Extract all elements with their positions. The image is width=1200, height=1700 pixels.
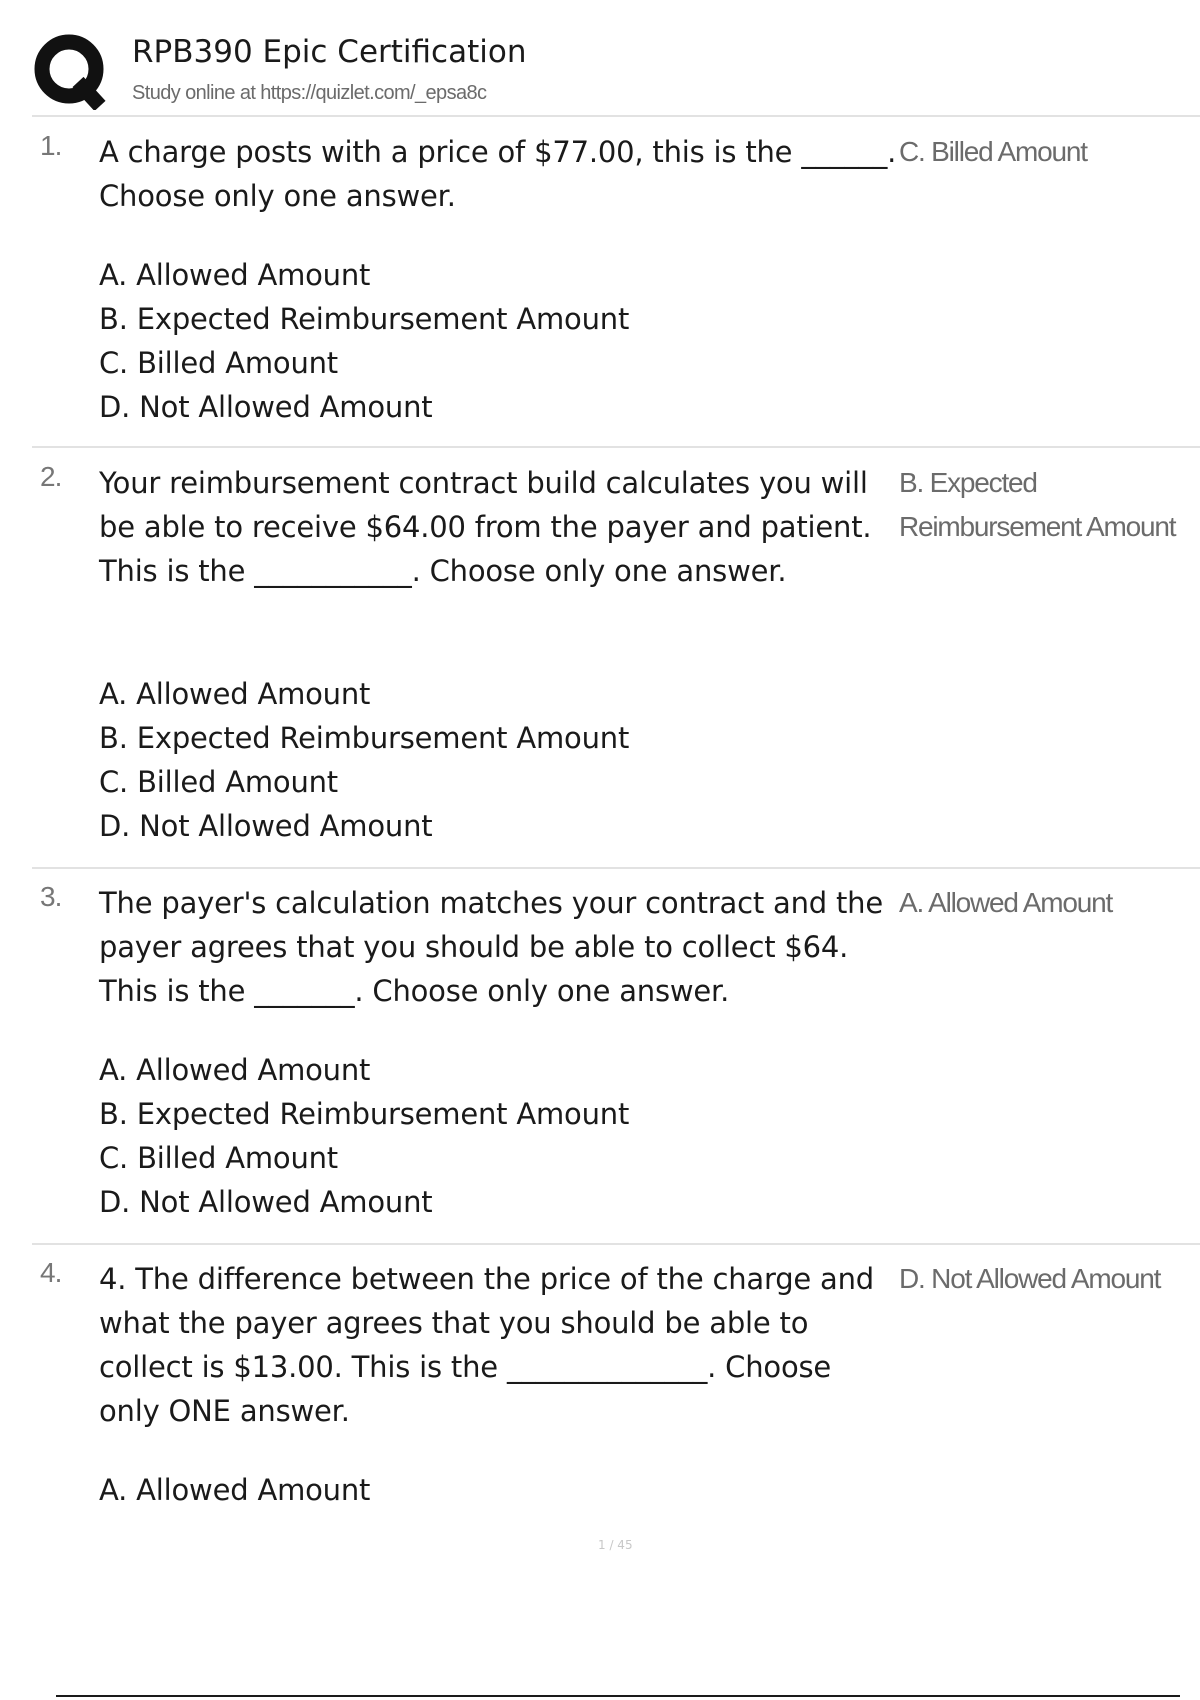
options-list [99, 253, 629, 429]
options-list [99, 1048, 629, 1224]
answer-text: B. Expected Reimbursement Amount [899, 467, 1176, 542]
question-text: Your reimbursement contract build calculates you will be able to receive $64.00 from the payer and patient. This is the ___________. Choose only one answer. [99, 466, 872, 588]
option-a: A. Allowed Amount [99, 258, 371, 292]
question-card-2 [32, 461, 1200, 861]
study-online-link[interactable]: Study online at https://quizlet.com/_epsa8c [132, 82, 487, 104]
question-card-3 [32, 881, 1200, 1241]
option-a: A. Allowed Amount [99, 677, 371, 711]
divider [32, 1243, 1200, 1245]
option-a: A. Allowed Amount [99, 1053, 371, 1087]
divider [32, 115, 1200, 117]
question-text: The payer's calculation matches your contract and the payer agrees that you should be able to collect $64. This is the _______. Choose only one answer. [99, 886, 883, 1008]
question-text: A charge posts with a price of $77.00, this is the ______. Choose only one answer. [99, 135, 897, 213]
options-list [99, 672, 629, 848]
answer-text: C. Billed Amount [899, 136, 1087, 167]
option-a: A. Allowed Amount [99, 1473, 371, 1507]
document-title: RPB390 Epic Certification [132, 34, 527, 70]
page-bottom-rule [56, 1695, 1180, 1697]
question-number: 1. [40, 130, 62, 161]
divider [32, 446, 1200, 448]
option-c: C. Billed Amount [99, 346, 338, 380]
question-text: 4. The difference between the price of the charge and what the payer agrees that you should be able to collect is $13.00. This is the ______________. Choose only ONE answer. [99, 1262, 875, 1428]
answer-text: D. Not Allowed Amount [899, 1263, 1161, 1294]
option-c: C. Billed Amount [99, 765, 338, 799]
divider [32, 867, 1200, 869]
option-b: B. Expected Reimbursement Amount [99, 721, 630, 755]
option-c: C. Billed Amount [99, 1141, 338, 1175]
option-b: B. Expected Reimbursement Amount [99, 302, 630, 336]
answer-text: A. Allowed Amount [899, 887, 1113, 918]
page-indicator: 1 / 45 [598, 1538, 633, 1552]
option-d: D. Not Allowed Amount [99, 390, 433, 424]
question-number: 2. [40, 461, 62, 492]
quizlet-logo-icon [32, 32, 110, 110]
question-number: 4. [40, 1257, 62, 1288]
question-number: 3. [40, 881, 62, 912]
question-card-1 [32, 130, 1200, 430]
question-card-4 [32, 1257, 1200, 1517]
options-list [99, 1468, 370, 1512]
option-d: D. Not Allowed Amount [99, 1185, 433, 1219]
document-header [32, 30, 1200, 116]
option-b: B. Expected Reimbursement Amount [99, 1097, 630, 1131]
option-d: D. Not Allowed Amount [99, 809, 433, 843]
